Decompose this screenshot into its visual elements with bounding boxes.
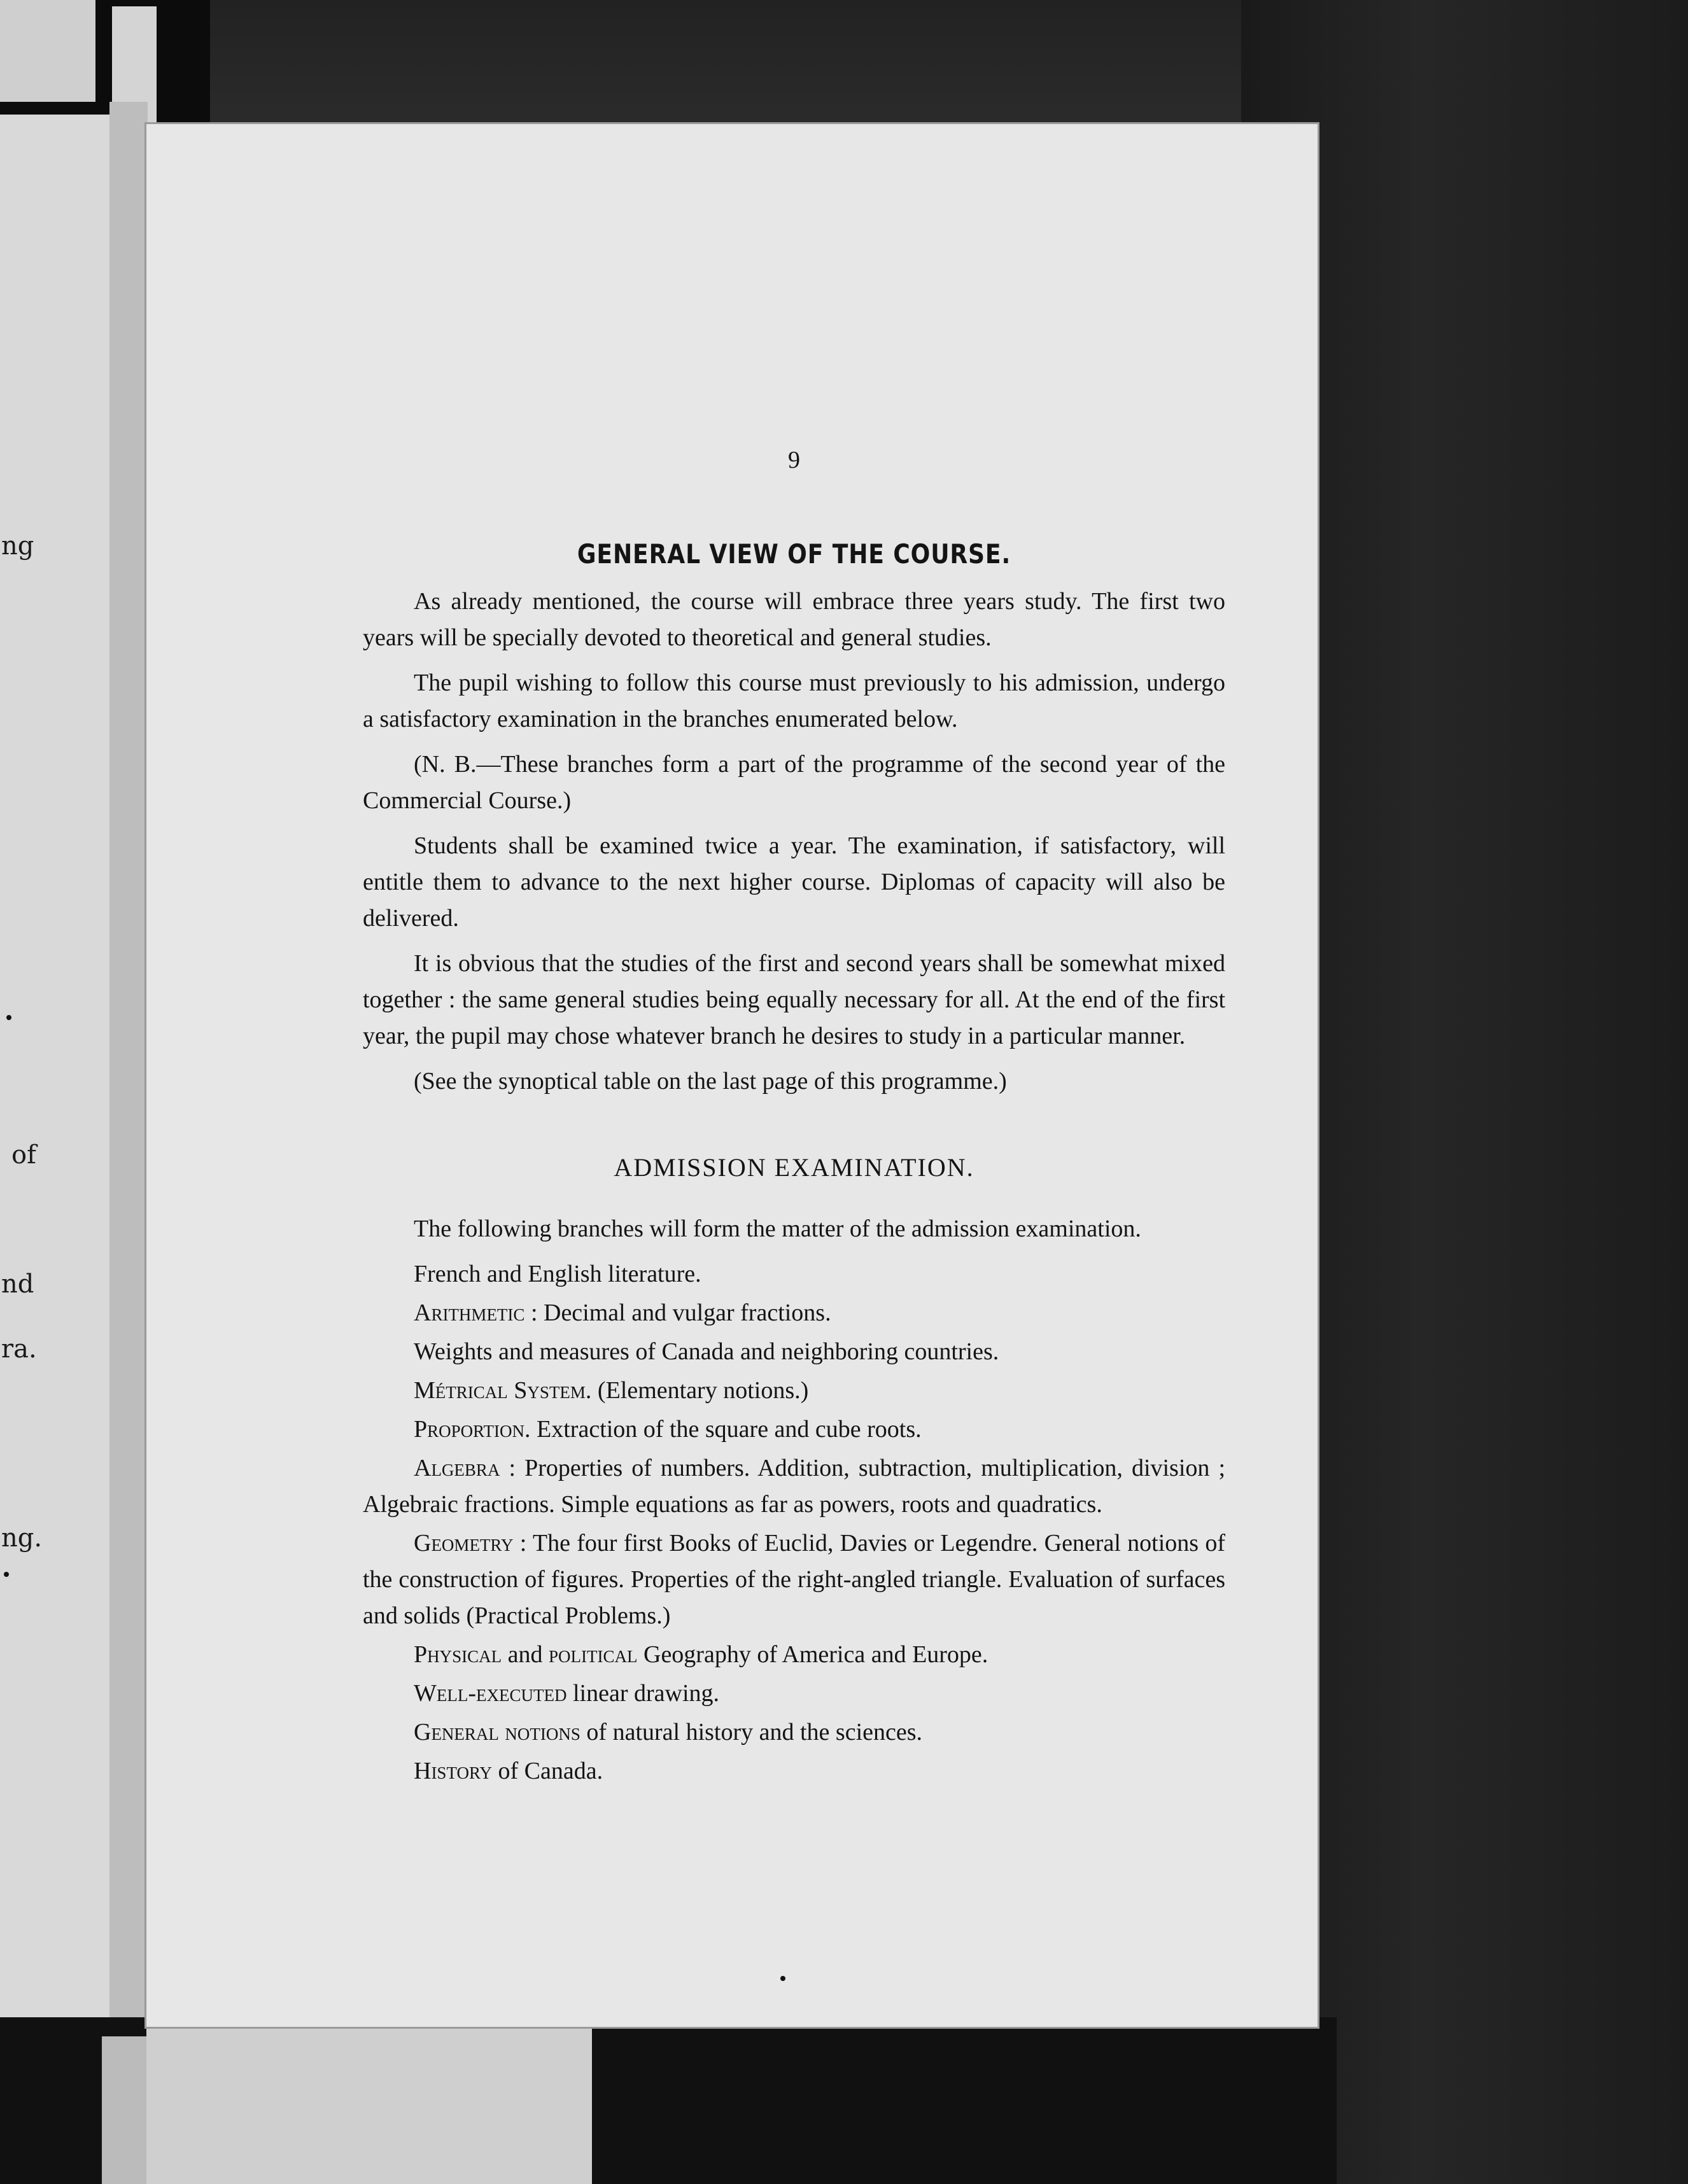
section-heading: ADMISSION EXAMINATION. [614,1153,974,1182]
exam-item-text: (Elementary notions.) [591,1377,809,1404]
exam-item-text: French and English literature. [414,1261,701,1287]
paragraph: (N. B.—These branches form a part of the programme of the second year of the Commercial Course.) [363,751,1225,814]
exam-item-text: Weights and measures of Canada and neighboring countries. [414,1338,999,1365]
paragraph: Students shall be examined twice a year. The examination, if satisfactory, will entitle them to advance to the next higher course. Diplomas of capacity will also be delivered. [363,832,1225,932]
left-edge-strip [0,0,95,102]
paragraph: (See the synoptical table on the last page of this programme.) [414,1068,1007,1095]
speck [4,1572,9,1577]
exam-item-text: : The four first Books of Euclid, Davies or Legendre. General notions of the construction of figures. Properties of the right-angled triangle. Evaluation of surfaces and solids (Practical Problems.) [363,1530,1225,1629]
paragraph: It is obvious that the studies of the first and second years shall be somewhat mixed together : the same general studies being equally necessary for all. At the end of the first year, the pupil may chose whatever branch he desires to study in a particular manner. [363,950,1225,1049]
exam-item-text: Extraction of the square and cube roots. [530,1416,922,1443]
left-page-fragment: ng [1,531,34,561]
exam-item-label: Algebra [414,1455,500,1481]
exam-item [363,1411,1225,1448]
page-title: GENERAL VIEW OF THE COURSE. [577,538,1011,570]
page-number: 9 [788,447,800,473]
left-facing-page [0,115,109,2055]
exam-item [363,1295,1225,1331]
exam-item [363,1753,1225,1789]
exam-item-text: Geography of America and Europe. [637,1641,988,1668]
exam-item-label: Métrical System. [414,1377,592,1404]
page-content [363,442,1225,1792]
exam-item-label: Geometry [414,1530,514,1557]
speck [6,1015,11,1020]
exam-item-label: History [414,1758,492,1784]
exam-item [363,1637,1225,1673]
exam-item-label: Proportion. [414,1416,531,1443]
speck [780,1976,785,1981]
exam-item [363,1373,1225,1409]
exam-item-label: Arithmetic [414,1299,525,1326]
book-spine [109,102,148,2106]
section-intro: The following branches will form the matter of the admission examination. [414,1215,1141,1242]
exam-item [363,1676,1225,1712]
document-page [146,124,1318,2027]
exam-item-text: of Canada. [491,1758,603,1784]
exam-item-label: political [549,1641,638,1668]
exam-item [363,1714,1225,1751]
bottom-edge-strip-2 [146,2024,592,2184]
exam-item-text: linear drawing. [566,1680,720,1707]
exam-item-text: : Properties of numbers. Addition, subtraction, multiplication, division ; Algebraic fractions. Simple equations as far as powers, roots and quadratics. [363,1455,1225,1518]
exam-item-label: General notions [414,1719,580,1746]
exam-item-label: Physical [414,1641,502,1668]
exam-item [363,1256,1225,1292]
exam-item [363,1334,1225,1370]
left-page-fragment: ra. [1,1334,37,1364]
exam-item-text: of natural history and the sciences. [580,1719,923,1746]
paragraph: As already mentioned, the course will embrace three years study. The first two years will be specially devoted to theoretical and general studies. [363,588,1225,651]
left-page-fragment: nd [1,1270,34,1299]
exam-item [363,1525,1225,1634]
exam-item-label: Well-executed [414,1680,567,1707]
paragraph: The pupil wishing to follow this course must previously to his admission, undergo a satisfactory examination in the branches enumerated below. [363,669,1225,732]
exam-item-text: and [502,1641,549,1668]
background-shadow-top [210,0,1292,127]
left-page-fragment: ng. [1,1523,43,1553]
exam-item [363,1450,1225,1523]
exam-item-text: : Decimal and vulgar fractions. [524,1299,831,1326]
left-page-fragment: of [11,1140,36,1170]
